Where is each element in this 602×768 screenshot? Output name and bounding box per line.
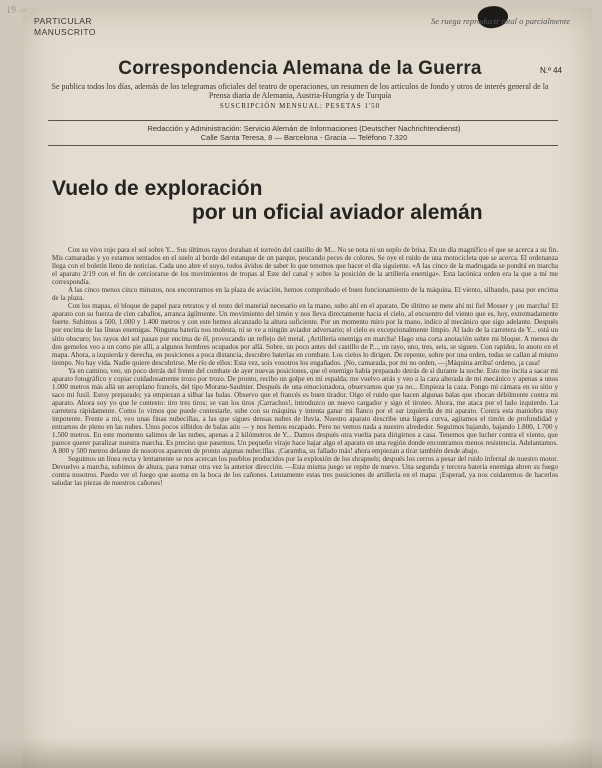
paragraph: Seguimos un línea recta y lentamente se nos acercan los pueblos producidos por la explosión de los shrapnels; después los cerros a pesar del ruido infernal de nuestro motor. Devuelvo a marcha, subimos de altura, para tomar otra vez la anterior dirección. —Esta misma juego se repite de nuevo. Una segunda y tercera batería enemiga abren su fuego contra nosotros. Puedo ver el fuego que asoma en la boca de los cañones. Lentamente estas tres posiciones de artillería en el mapa: ¡Esperad, ya nos cuidaremos de hacerlos saludar las piezas de nuestros cañones! <box>52 455 558 488</box>
divider-top <box>48 120 558 121</box>
headline-line-2: por un oficial aviador alemán <box>192 201 483 224</box>
header-note: Se ruega reproducir total o parcialmente <box>430 16 570 26</box>
subscription-price: SUSCRIPCIÓN MENSUAL: PESETAS 1'50 <box>219 102 381 110</box>
admin-block <box>50 124 558 142</box>
admin-line-2: Calle Santa Teresa, 8 — Barcelona - Gracia — Teléfono 7.320 <box>200 133 408 142</box>
paragraph: Ya en camino, veo, un poco detrás del frente del combate de ayer nuevas posiciones, que el enemigo había preparado detrás de sí durante la noche. Esto me incita a sacar mi aparato fotográfico y copiar cuidadosamente trozo por trozo. De pronto, recibo un golpe en mi espalda; me vuelvo atrás y veo a la cara alterada de mi mecánico y apenas a unos 1.000 metros más allá un aeroplano francés, del tipo Morane-Saulnier. Después de una emocionadora, observamos que ya no... Empieza la caza. Pongo mi cámara en su sitio y saco mi fusil. Estoy preparado; ya empiezan a silbar las balas. Observo que el francés es buen tirador. Oigo el ruido que hacen algunas balas que chocan débilmente contra mi aparato. Ahora soy yo que le contesto: tiro tres tiros; se van los tiros ¡Carrachos!, introduzco un nuevo cargador y sigo el tiroteo. Ahora, me ataca por el lado izquierdo. La carretera rápidamente. Como lo vimos que puede contestarle, sube con su máquina y intenta ganar mi flanco por el sur izquierda de mi aparato. Contra esta maniobra muy impotente. Frente a mí, veo unas finas nubecillas, a las que sigues densas nubes de lluvia. Nuestro aparato describe una ligera curva, agitamos el timón de profundidad y entramos de pleno en las nubes. Unos pocos silbidos de balas aún — y nos hemos escapado. Pero no vemos nada a nuestro alrededor. Seguimos bajando, bajando 1.800, 1.700 y 1.500 metros. En este momento salimos de las nubes, apenas a 2 kilómetros de Y... Damos después otra vuelta para dirigirnos a casa. Tenemos que lucher contra el viento, que parece querer paralizar nuestra marcha. Es preciso que pasemos. Un pequeño viraje hace bajar algo el aparato en una región donde encontramos menos resistencia. Adelantamos. A 800 y 500 metros delante de nosotros aparecen de pronto algunas nubecillas. ¡Caramba, su fallado más! ahora empiezan a tirar también desde abajo. <box>52 366 558 456</box>
label-line-1: PARTICULAR <box>34 16 93 26</box>
paragraph: Con su vivo rojo para el sol sobre Y... Sus últimos rayos doraban el torreón del castillo de M... No se nota ni un soplo de brisa. En un día magnífico el que se acerca a su fin. Mis camaradas y yo estamos sentados en el suelo al borde del estanque de un parque, pescando peces de colores. Se oye el ruido de una motocicleta que se acerca. El ordenanza llega con el boletín lleno de noticias. Cada uno abre el suyo, todos ávidos de saber lo que tenemos que hacer el día siguiente. «A las cinco de la madrugada se pondrá en marcha el aparato 2/19 con el fin de cerciorarse de los movimientos de tropas al Este del canal y sobre la posición de la artillería enemiga». Esta lacónica orden era la que a mí me correspondía. <box>52 246 558 287</box>
article-body <box>52 246 558 756</box>
pencil-mark: 19 ... <box>5 2 27 17</box>
paragraph: A las cinco menos cinco minutos, nos encontramos en la plaza de aviación, hemos comprobado el buen funcionamiento de la máquina. El viento, silbando, pasa por encima de la plaza. <box>52 286 558 303</box>
article-headline <box>52 177 552 225</box>
label-line-2: MANUSCRITO <box>34 27 96 37</box>
issue-number: N.º 44 <box>539 66 562 75</box>
masthead <box>40 58 560 110</box>
paragraph: Con los mapas, el bloque de papel para retratos y el resto del material necesario en la mano, subo ahí en el aparato. De último se mete ahí mi fiel Mosser y ¡en marcha! El aparato con su fuerza de cien caballos, arranca ágilmente. Un movimiento del timón y nos lleva directamente hacia el cielo, al encuentro del viento que es, hoy, extremadamente fuerte. Subimos a 500, 1.000 y 1.400 metros y con este hemos alcanzado la altura suficiente. Por un momento miro por la mano, indico al mecánico que sigo adelante. Después por encima de las líneas enemigas. Ninguna batería nos molesta, ni se ve a ningún aviador adversario; el cielo es excepcionalmente limpio. Al lado de la carretera de Y... está un sitio obscuro; los rayos del sol pasan por encima de él, provocando un reflejo del metal. ¡Artillería enemiga en marcha! Hago una corta anotación sobre mi bloque. A menos de dos gemelos veo a un corto pie allí, a algunos hombres ocupados por allá. Sobre, un poco antes del castillo de P..., un rayo, uno, tres, seis, se siguen. Con rapidez, lo anoto en el mapa. Ahora, a izquierda y derecha, en posiciones a poca distancia, descubro baterías en combate. Los cielos lo dirigen. De repente, sobre por una orden, todas se callan al mismo tiempo. No hay vida. Nadie quiere descubrirse. Me río de ellos: Esta vez, sois vosotros los engañados. ¡No, camarada, por mi no orden, —¡Máquina arriba! ordeno, ¡a casa! <box>52 302 558 367</box>
divider-bottom <box>48 145 558 146</box>
masthead-subtitle: Se publica todos los días, además de los telegramas oficiales del teatro de operaciones, un resumen de los artículos de fondo y otros de interés general de la Prensa diaria de Alemania, Austria-Hungría y de Turquía <box>51 82 549 100</box>
paper-stain <box>0 738 602 768</box>
masthead-title: Correspondencia Alemana de la Guerra <box>118 58 482 79</box>
admin-line-1: Redacción y Administración: Servicio Alemán de Informaciones (Deutscher Nachrichtendienst) <box>147 124 461 133</box>
headline-line-1: Vuelo de exploración <box>52 177 263 200</box>
header-label <box>34 16 96 38</box>
